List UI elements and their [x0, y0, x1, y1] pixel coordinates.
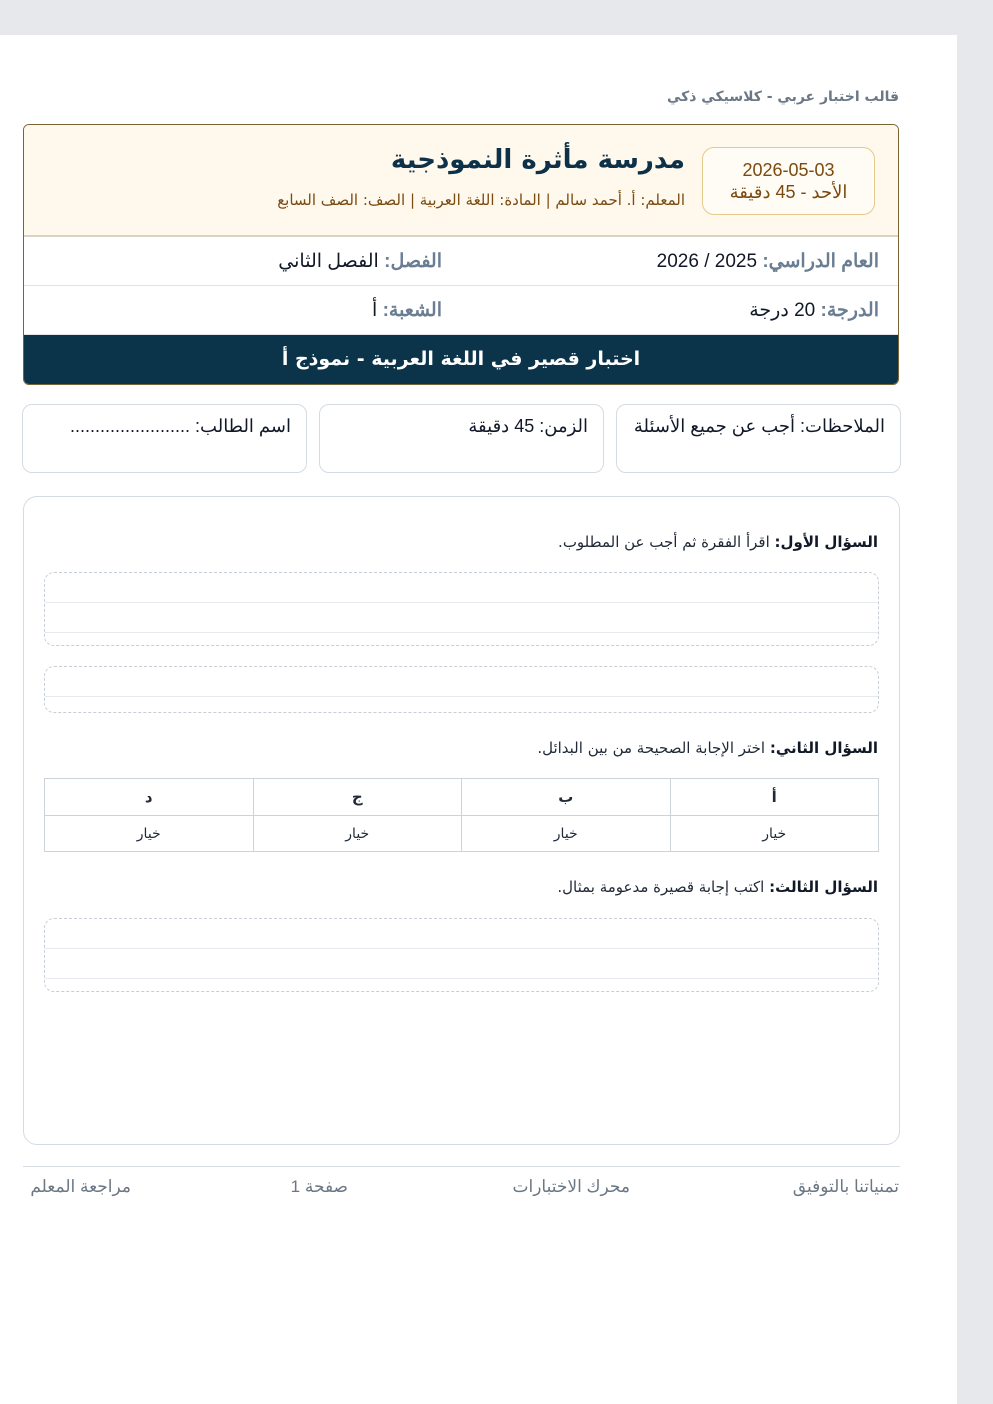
options-header-row	[45, 779, 879, 816]
grade-value: 20 درجة	[749, 300, 816, 321]
exam-date: 2026-05-03	[742, 160, 835, 180]
grade-label: الدرجة:	[820, 300, 879, 321]
term	[278, 250, 442, 273]
question-1-label: السؤال الأول:	[774, 533, 878, 551]
answer-line	[45, 949, 878, 979]
option-header-a: أ	[670, 779, 879, 816]
exam-title: اختبار قصير في اللغة العربية - نموذج أ	[24, 335, 898, 385]
footer-teacher-review: مراجعة المعلم	[30, 1177, 131, 1196]
school-name: مدرسة مأثرة النموذجية	[390, 145, 685, 175]
info-row-grade-section	[24, 286, 898, 335]
section-value: أ	[372, 300, 378, 321]
option-header-b: ب	[462, 779, 671, 816]
question-1	[558, 533, 878, 551]
answer-line	[45, 667, 878, 697]
section	[372, 299, 442, 322]
term-label: الفصل:	[384, 251, 442, 272]
student-name-box: اسم الطالب: ........................	[22, 404, 307, 473]
question-2-text: اختر الإجابة الصحيحة من بين البدائل.	[537, 739, 766, 757]
option-cell-d[interactable]: خيار	[45, 816, 254, 852]
time-box: الزمن: 45 دقيقة	[319, 404, 604, 473]
options-table	[44, 778, 879, 852]
option-header-c: ج	[253, 779, 462, 816]
exam-day-duration: الأحد - 45 دقيقة	[729, 182, 848, 202]
footer-engine: محرك الاختبارات	[512, 1177, 630, 1196]
question-3-text: اكتب إجابة قصيرة مدعومة بمثال.	[557, 878, 765, 896]
option-cell-a[interactable]: خيار	[670, 816, 879, 852]
option-cell-c[interactable]: خيار	[253, 816, 462, 852]
section-label: الشعبة:	[382, 300, 442, 321]
question-3	[557, 878, 878, 896]
question-1-text: اقرأ الفقرة ثم أجب عن المطلوب.	[558, 533, 770, 551]
template-label: قالب اختبار عربي - كلاسيكي ذكي	[666, 89, 899, 105]
answer-area-2[interactable]	[44, 666, 879, 713]
date-box	[702, 147, 875, 215]
question-3-label: السؤال الثالث:	[769, 878, 878, 896]
answer-area-1[interactable]	[44, 572, 879, 646]
exam-page	[0, 35, 957, 1404]
info-row-year-term	[24, 237, 898, 286]
remarks-box: الملاحظات: أجب عن جميع الأسئلة	[616, 404, 901, 473]
question-2	[537, 739, 878, 757]
footer-divider	[23, 1166, 900, 1167]
header-top	[24, 125, 898, 237]
footer-wish: تمنياتنا بالتوفيق	[792, 1177, 899, 1196]
footer-page-number: صفحة 1	[290, 1177, 348, 1196]
teacher-line: المعلم: أ. أحمد سالم | المادة: اللغة العربية | الصف: الصف السابع	[277, 191, 685, 209]
option-header-d: د	[45, 779, 254, 816]
academic-year-label: العام الدراسي:	[762, 251, 879, 272]
exam-header	[23, 124, 899, 385]
option-cell-b[interactable]: خيار	[462, 816, 671, 852]
grade	[749, 299, 879, 322]
term-value: الفصل الثاني	[278, 251, 379, 272]
options-row	[45, 816, 879, 852]
answer-line	[45, 603, 878, 633]
academic-year	[657, 250, 879, 273]
question-2-label: السؤال الثاني:	[769, 739, 878, 757]
answer-area-3[interactable]	[44, 918, 879, 992]
academic-year-value: 2025 / 2026	[656, 251, 758, 272]
questions-section	[23, 496, 900, 1145]
answer-line	[45, 573, 878, 603]
answer-line	[45, 919, 878, 949]
